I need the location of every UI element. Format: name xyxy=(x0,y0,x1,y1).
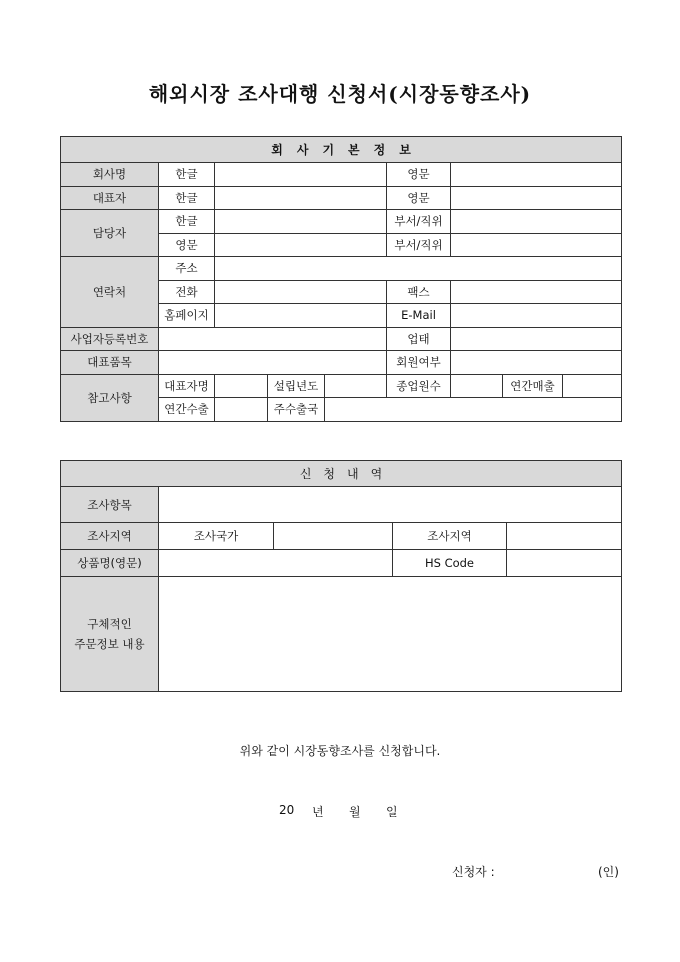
contact-korean-label: 한글 xyxy=(159,210,215,234)
product-name-field[interactable] xyxy=(159,550,393,577)
order-details-field[interactable] xyxy=(159,577,622,692)
business-type-label: 업태 xyxy=(387,327,451,351)
declaration-text: 위와 같이 시장동향조사를 신청합니다. xyxy=(239,744,441,758)
fax-label: 팩스 xyxy=(387,280,451,304)
annual-sales-label: 연간매출 xyxy=(503,374,563,398)
business-reg-label: 사업자등록번호 xyxy=(61,327,159,351)
survey-item-label: 조사항목 xyxy=(61,487,159,523)
representative-english-field[interactable] xyxy=(451,186,622,210)
company-info-header: 회사기본정보 xyxy=(61,137,622,163)
order-details-line2: 주문정보 내용 xyxy=(74,637,145,651)
annual-exports-field[interactable] xyxy=(215,398,268,422)
seal-mark: (인) xyxy=(598,865,619,879)
date-day: 일 xyxy=(386,805,398,819)
contact-dept-english-field[interactable] xyxy=(451,233,622,257)
survey-area-field[interactable] xyxy=(507,523,622,550)
representative-korean-field[interactable] xyxy=(215,186,387,210)
company-info-table xyxy=(60,136,622,422)
order-details-label xyxy=(61,577,159,692)
hs-code-field[interactable] xyxy=(507,550,622,577)
company-name-korean-field[interactable] xyxy=(215,163,387,187)
rep-name-label: 대표자명 xyxy=(159,374,215,398)
contact-dept-english-label: 부서/직위 xyxy=(387,233,451,257)
date-month: 월 xyxy=(349,805,361,819)
address-field[interactable] xyxy=(215,257,622,281)
employees-field[interactable] xyxy=(451,374,503,398)
date-year-prefix: 20 xyxy=(279,803,295,817)
survey-country-field[interactable] xyxy=(274,523,393,550)
date-year: 년 xyxy=(312,805,324,819)
contact-dept-label: 부서/직위 xyxy=(387,210,451,234)
survey-country-label: 조사국가 xyxy=(159,523,274,550)
survey-item-field[interactable] xyxy=(159,487,622,523)
homepage-field[interactable] xyxy=(215,304,387,328)
company-name-korean-label: 한글 xyxy=(159,163,215,187)
contact-english-field[interactable] xyxy=(215,233,387,257)
company-name-label: 회사명 xyxy=(61,163,159,187)
representative-korean-label: 한글 xyxy=(159,186,215,210)
export-countries-field[interactable] xyxy=(325,398,622,422)
email-field[interactable] xyxy=(451,304,622,328)
export-countries-label: 주수출국 xyxy=(268,398,325,422)
hs-code-label: HS Code xyxy=(393,550,507,577)
reference-label: 참고사항 xyxy=(61,374,159,421)
annual-sales-field[interactable] xyxy=(563,374,622,398)
fax-field[interactable] xyxy=(451,280,622,304)
product-name-label: 상품명(영문) xyxy=(61,550,159,577)
annual-exports-label: 연간수출 xyxy=(159,398,215,422)
request-table xyxy=(60,460,622,692)
employees-label: 종업원수 xyxy=(387,374,451,398)
business-reg-field[interactable] xyxy=(159,327,387,351)
applicant-label: 신청자 : xyxy=(452,865,495,879)
phone-field[interactable] xyxy=(215,280,387,304)
company-name-english-label: 영문 xyxy=(387,163,451,187)
order-details-line1: 구체적인 xyxy=(87,617,132,631)
founded-year-field[interactable] xyxy=(325,374,387,398)
page-title: 해외시장 조사대행 신청서(시장동향조사) xyxy=(148,82,532,106)
homepage-label: 홈페이지 xyxy=(159,304,215,328)
contact-info-label: 연락처 xyxy=(61,257,159,328)
survey-area-label: 조사지역 xyxy=(393,523,507,550)
main-products-label: 대표품목 xyxy=(61,351,159,375)
main-products-field[interactable] xyxy=(159,351,387,375)
founded-year-label: 설립년도 xyxy=(268,374,325,398)
rep-name-field[interactable] xyxy=(215,374,268,398)
request-header: 신청내역 xyxy=(61,461,622,487)
company-name-english-field[interactable] xyxy=(451,163,622,187)
survey-region-label: 조사지역 xyxy=(61,523,159,550)
representative-label: 대표자 xyxy=(61,186,159,210)
contact-korean-field[interactable] xyxy=(215,210,387,234)
contact-dept-field[interactable] xyxy=(451,210,622,234)
membership-field[interactable] xyxy=(451,351,622,375)
business-type-field[interactable] xyxy=(451,327,622,351)
address-label: 주소 xyxy=(159,257,215,281)
phone-label: 전화 xyxy=(159,280,215,304)
membership-label: 회원여부 xyxy=(387,351,451,375)
email-label: E-Mail xyxy=(387,304,451,328)
contact-person-label: 담당자 xyxy=(61,210,159,257)
contact-english-label: 영문 xyxy=(159,233,215,257)
representative-english-label: 영문 xyxy=(387,186,451,210)
